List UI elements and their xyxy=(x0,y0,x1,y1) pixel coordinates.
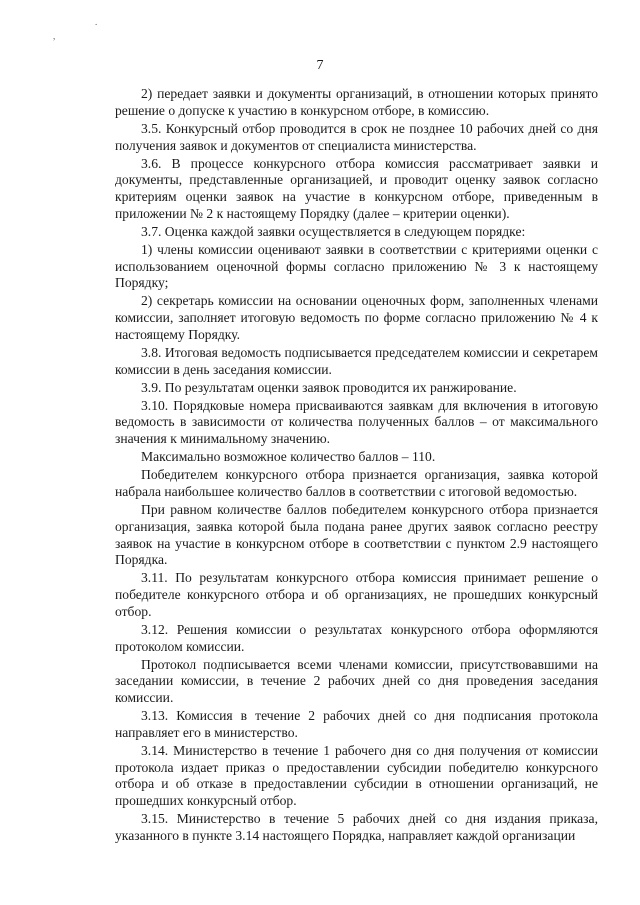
paragraph: 3.8. Итоговая ведомость подписывается председателем комиссии и секретарем комиссии в день заседания комиссии. xyxy=(115,344,598,377)
paragraph: 2) передает заявки и документы организаций, в отношении которых принято решение о допуске к участию в конкурсном отборе, в комиссию. xyxy=(115,86,598,118)
paragraph: 3.5. Конкурсный отбор проводится в срок не позднее 10 рабочих дней со дня получения заявок и документов от специалиста министерства. xyxy=(115,120,598,153)
paragraph: 3.11. По результатам конкурсного отбора комиссия принимает решение о победителе конкурсного отбора и об организациях, не прошедших конкурсный отбор. xyxy=(115,570,598,619)
paragraph: 3.14. Министерство в течение 1 рабочего дня со дня получения от комиссии протокола издает приказ о предоставлении субсидии победителю конкурсного отбора и об отказе в предоставлении субсидии в отношении организаций, не прошедших конкурсный отбор. xyxy=(115,742,598,809)
paragraph: 1) члены комиссии оценивают заявки в соответствии с критериями оценки с использованием оценочной формы согласно приложению № 3 к настоящему Порядку; xyxy=(115,241,598,291)
paragraph: 3.7. Оценка каждой заявки осуществляется в следующем порядке: xyxy=(141,223,526,239)
page-number: 7 xyxy=(316,58,324,73)
paragraph: 3.6. В процессе конкурсного отбора комиссия рассматривает заявки и документы, представленные организацией, и проводит оценку заявок согласно критериям оценки заявок на участие в конкурсном отборе, приведенным в приложении № 2 к настоящему Порядку (далее – критерии оценки). xyxy=(115,155,598,221)
paragraph: 3.15. Министерство в течение 5 рабочих дней со дня издания приказа, указанного в пункте 3.14 настоящего Порядка, направляет каждой организации xyxy=(115,811,598,843)
paragraph: Протокол подписывается всеми членами комиссии, присутствовавшими на заседании комиссии, в течение 2 рабочих дней со дня проведения заседания комиссии. xyxy=(115,656,598,706)
document-body xyxy=(115,86,598,845)
scan-mark: , xyxy=(53,31,56,41)
paragraph: При равном количестве баллов победителем конкурсного отбора признается организация, заявка которой была подана ранее других заявок согласно реестру заявок на участие в конкурсном отборе в соответствии с пунктом 2.9 настоящего Порядка. xyxy=(115,502,598,568)
paragraph: Максимально возможное количество баллов – 110. xyxy=(141,449,436,465)
paragraph: 3.10. Порядковые номера присваиваются заявкам для включения в итоговую ведомость в зависимости от количества полученных баллов – от максимального значения к минимальному значению. xyxy=(115,397,598,447)
paragraph: 3.12. Решения комиссии о результатах конкурсного отбора оформляются протоколом комиссии. xyxy=(115,621,598,654)
paragraph: 3.9. По результатам оценки заявок проводится их ранжирование. xyxy=(141,379,517,395)
paragraph: Победителем конкурсного отбора признается организация, заявка которой набрала наибольшее количество баллов в соответствии с итоговой ведомостью. xyxy=(115,467,598,500)
paragraph: 3.13. Комиссия в течение 2 рабочих дней со дня подписания протокола направляет его в министерство. xyxy=(115,708,598,740)
paragraph: 2) секретарь комиссии на основании оценочных форм, заполненных членами комиссии, заполняет итоговую ведомость по форме согласно приложению № 4 к настоящему Порядку. xyxy=(115,293,598,342)
scan-mark: . xyxy=(95,17,98,27)
